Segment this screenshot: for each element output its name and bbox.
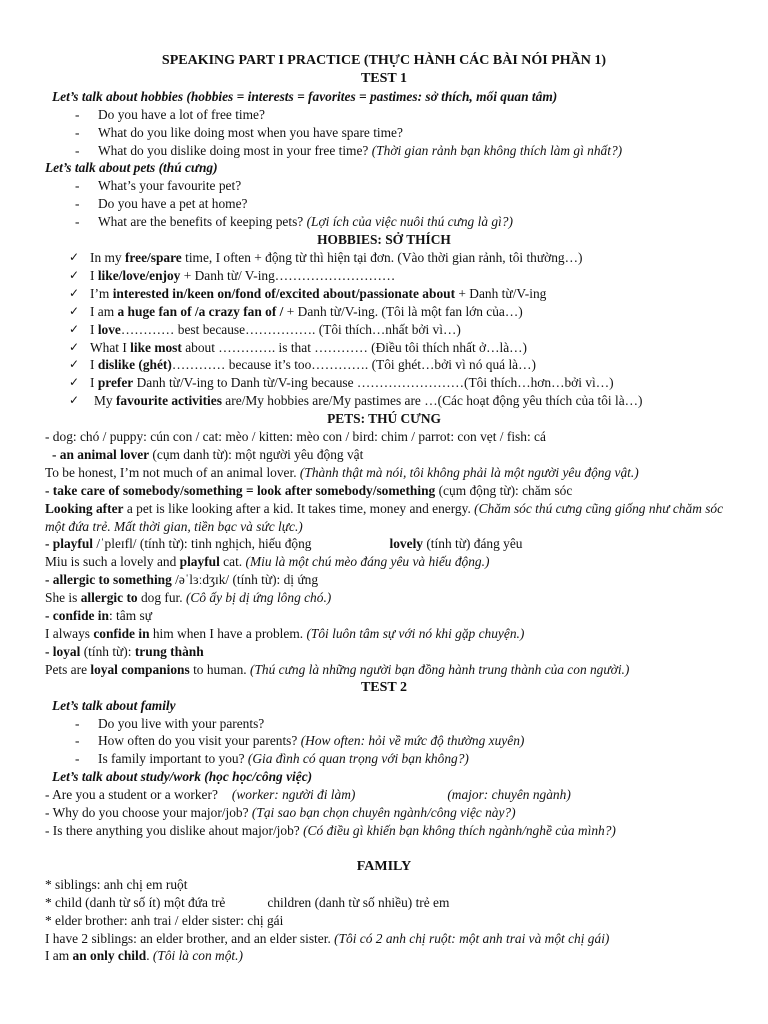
pets-section-title: PETS: THÚ CƯNG	[327, 411, 441, 427]
list-item: - Do you have a pet at home?	[0, 195, 768, 213]
family-topic-heading: Let’s talk about family	[52, 697, 176, 713]
list-item: - What do you like doing most when you have spare time?	[0, 124, 768, 142]
checkmark-icon: ✓	[69, 375, 80, 390]
checkmark-icon: ✓	[69, 249, 80, 264]
hobbies-topic-heading: Let’s talk about hobbies (hobbies = interests = favorites = pastimes: sở thích, mối quan tâm)	[52, 88, 558, 104]
vocab-line: * siblings: anh chị em ruột	[45, 876, 188, 892]
example-line: Looking after a pet is like looking after a kid. It takes time, money and energy. (Chăm sóc thú cưng cũng giống như chăm sóc một đứa trẻ. Mất thời gian, tiền bạc và sức lực.)	[45, 500, 724, 534]
checkmark-icon: ✓	[69, 339, 80, 354]
example-line: I have 2 siblings: an elder brother, and an elder sister. (Tôi có 2 anh chị ruột: một anh trai và một chị gái)	[45, 930, 610, 946]
vocab-line: * elder brother: anh trai / elder sister: chị gái	[45, 912, 284, 928]
pets-topic-heading: Let’s talk about pets (thú cưng)	[45, 160, 218, 176]
question-line: - Is there anything you dislike ahout major/job? (Có điều gì khiến bạn không thích ngành/nghề của mình?)	[45, 822, 616, 838]
list-item: - What do you dislike doing most in your free time? (Thời gian rảnh bạn không thích làm gì nhất?)	[0, 142, 768, 160]
example-line: She is allergic to dog fur. (Cô ấy bị dị ứng lông chó.)	[45, 590, 332, 606]
pets-questions	[0, 177, 768, 231]
list-item: ✓ My favourite activities are/My hobbies are/My pastimes are …(Các hoạt động yêu thích của tôi là…)	[69, 393, 643, 409]
hobbies-section-title: HOBBIES: SỞ THÍCH	[317, 232, 451, 248]
checkmark-icon: ✓	[69, 357, 80, 372]
checkmark-icon: ✓	[69, 267, 80, 282]
list-item: - Do you live with your parents?	[0, 715, 768, 733]
list-item: - Is family important to you? (Gia đình có quan trọng với bạn không?)	[0, 750, 768, 768]
example-line: Pets are loyal companions to human. (Thú cưng là những người bạn đồng hành trung thành của con người.)	[45, 661, 630, 677]
page-title: SPEAKING PART I PRACTICE (THỰC HÀNH CÁC BÀI NÓI PHẦN 1)	[161, 53, 607, 68]
example-line: To be honest, I’m not much of an animal lover. (Thành thật mà nói, tôi không phải là một người yêu động vật.)	[45, 464, 639, 480]
vocab-line: - allergic to something /əˈlɜːdʒɪk/ (tính từ): dị ứng	[45, 572, 319, 588]
test2-heading: TEST 2	[360, 679, 408, 695]
spacer	[0, 840, 768, 858]
list-item: ✓ I dislike (ghét)………… because it’s too…………. (Tôi ghét…bởi vì nó quá là…)	[69, 357, 536, 373]
list-item: - Do you have a lot of free time?	[0, 106, 768, 124]
vocab-line: - confide in: tâm sự	[45, 608, 152, 624]
vocab-line: - dog: chó / puppy: cún con / cat: mèo / kitten: mèo con / bird: chim / parrot: con vẹt / fish: cá	[45, 429, 546, 445]
list-item: ✓ I prefer Danh từ/V-ing to Danh từ/V-ing because ……………………(Tôi thích…hơn…bởi vì…)	[69, 375, 614, 391]
list-item: - What are the benefits of keeping pets? (Lợi ích của việc nuôi thú cưng là gì?)	[0, 213, 768, 231]
checkmark-icon: ✓	[69, 393, 80, 408]
list-item: ✓ I am a huge fan of /a crazy fan of / + Danh từ/V-ing. (Tôi là một fan lớn của…)	[69, 303, 523, 319]
hobbies-questions	[0, 106, 768, 160]
question-line: - Are you a student or a worker? (worker: người đi làm) (major: chuyên ngành)	[45, 787, 571, 803]
list-item: ✓ I like/love/enjoy + Danh từ/ V-ing………………………	[69, 267, 396, 283]
study-topic-heading: Let’s talk about study/work (học học/công việc)	[52, 769, 313, 785]
question-line: - Why do you choose your major/job? (Tại sao bạn chọn chuyên ngành/công việc này?)	[45, 805, 516, 821]
family-section-title: FAMILY	[356, 858, 412, 874]
vocab-line: - playful /ˈpleɪfl/ (tính từ): tinh nghịch, hiếu động lovely (tính từ) đáng yêu	[45, 536, 523, 552]
checkmark-icon: ✓	[69, 321, 80, 336]
checkmark-icon: ✓	[69, 303, 80, 318]
hobbies-phrases	[0, 249, 768, 410]
checkmark-icon: ✓	[69, 285, 80, 300]
example-line: I am an only child. (Tôi là con một.)	[45, 948, 243, 964]
list-item: ✓ I love………… best because……………. (Tôi thích…nhất bởi vì…)	[69, 321, 461, 337]
example-line: Miu is such a lovely and playful cat. (Miu là một chú mèo đáng yêu và hiếu động.)	[45, 554, 490, 570]
vocab-line: * child (danh từ số ít) một đứa trẻ children (danh từ số nhiều) trẻ em	[45, 894, 450, 910]
list-item: ✓ What I like most about …………. is that ………… (Điều tôi thích nhất ở…là…)	[69, 339, 528, 355]
example-line: I always confide in him when I have a problem. (Tôi luôn tâm sự với nó khi gặp chuyện.)	[45, 626, 525, 641]
document-page	[0, 52, 768, 965]
vocab-line: - an animal lover (cụm danh từ): một người yêu động vật	[52, 446, 364, 462]
vocab-line: - take care of somebody/something = look after somebody/something (cụm động từ): chăm sóc	[45, 482, 573, 498]
vocab-line: - loyal (tính từ): trung thành	[45, 643, 204, 659]
test1-heading: TEST 1	[360, 70, 408, 86]
list-item: - What’s your favourite pet?	[0, 177, 768, 195]
list-item: ✓ I’m interested in/keen on/fond of/excited about/passionate about + Danh từ/V-ing	[69, 285, 547, 301]
list-item: ✓ In my free/spare time, I often + động từ thì hiện tại đơn. (Vào thời gian rảnh, tôi thường…)	[69, 249, 583, 265]
list-item: - How often do you visit your parents? (How often: hỏi về mức độ thường xuyên)	[0, 732, 768, 750]
family-questions	[0, 715, 768, 769]
